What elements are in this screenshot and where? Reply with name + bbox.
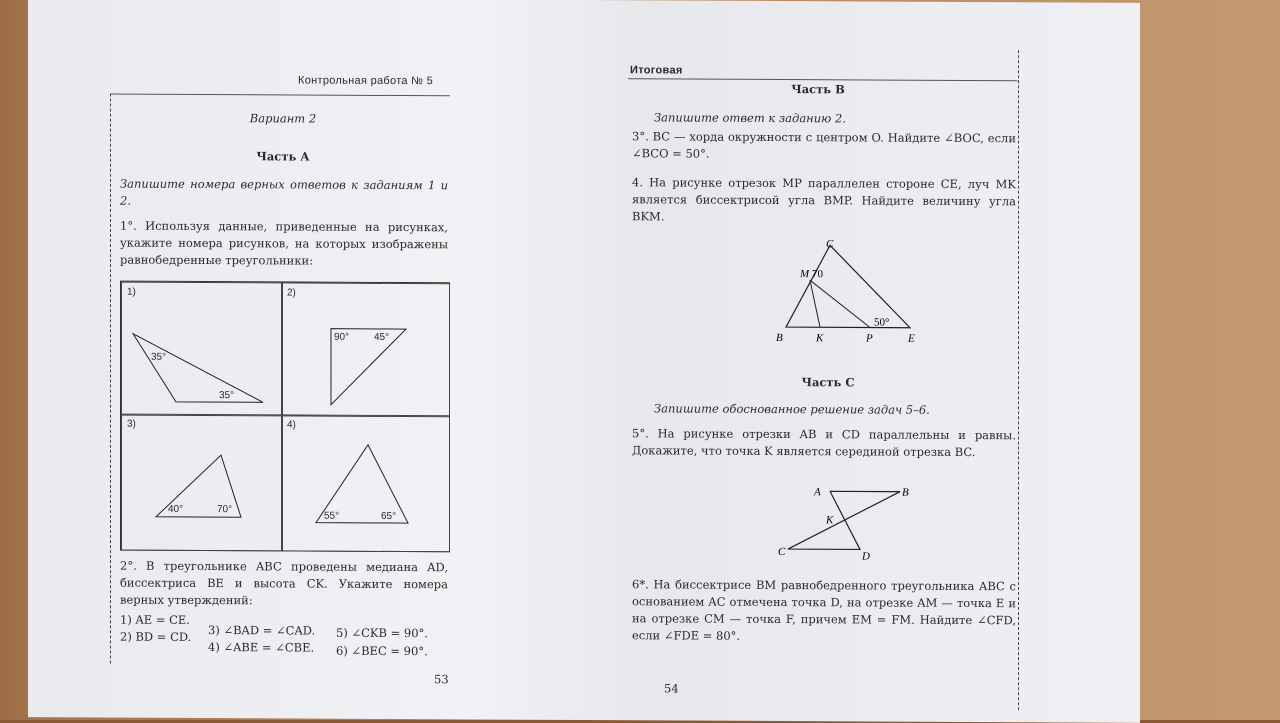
task-6-text: 6*. На биссектрисе BM равнобедренного треугольника ABC с основанием AC отмечена точка D, на отрезке AM — точка E и на отрезке CM — точка F, причем EM = FM. Найдите ∠CFD, если ∠FDE = 80°. <box>632 577 1016 643</box>
task-2-text: 2°. В треугольнике ABC проведены медиана AD, биссектриса BE и высота CK. Укажите номера верных утверждений: <box>120 558 448 608</box>
label-c: C <box>826 238 834 251</box>
right-header: Итоговая <box>630 64 683 77</box>
segments-ab-cd <box>788 491 900 550</box>
answer-3: 3) ∠BAD = ∠CAD. <box>208 623 316 638</box>
part-c-instructions: Запишите обоснованное решение задач 5–6. <box>654 401 930 417</box>
answer-1: 1) AE = CE. <box>120 612 190 627</box>
label-p: P <box>866 332 873 345</box>
figure-task-4 <box>768 233 968 354</box>
right-cut-line <box>1018 50 1019 710</box>
part-a-title: Часть А <box>256 149 310 164</box>
task-3-text: 3°. BC — хорда окружности с центром O. Найдите ∠BOC, если ∠BCO = 50°. <box>632 129 1016 161</box>
right-page-number: 54 <box>664 681 679 696</box>
label-d: D <box>862 550 870 563</box>
figures-grid <box>120 281 450 553</box>
left-header-rule <box>110 94 450 97</box>
label-e: E <box>908 332 915 345</box>
label-50: 50° <box>874 316 890 329</box>
fig3-angle-a: 40° <box>168 503 184 515</box>
left-cut-line <box>110 94 111 664</box>
figure-3-label: 3) <box>127 418 136 430</box>
label-70: 70 <box>812 268 823 281</box>
triangle-bce <box>786 245 910 328</box>
task-5-text: 5°. На рисунке отрезки AB и CD параллельны и равны. Докажите, что точка K является серединой отрезка BC. <box>632 426 1016 460</box>
answer-4: 4) ∠ABE = ∠CBE. <box>208 640 315 655</box>
open-book <box>28 0 1140 723</box>
left-page-number: 53 <box>434 672 449 687</box>
part-c-title: Часть С <box>801 375 855 390</box>
label-c2: C <box>778 546 786 559</box>
task-1-text: 1°. Используя данные, приведенные на рисунках, укажите номера рисунков, на которых изображены равнобедренные треугольники: <box>120 218 448 268</box>
fig1-angle-a: 35° <box>151 351 167 363</box>
left-header: Контрольная работа № 5 <box>298 74 434 88</box>
part-b-title: Часть В <box>791 82 845 97</box>
fig2-angle-a: 90° <box>334 331 350 343</box>
fig4-angle-b: 65° <box>381 510 397 523</box>
task-4-text: 4. На рисунке отрезок MP параллелен стороне CE, луч MK является биссектрисой угла BMP. Найдите величину угла BKM. <box>632 175 1016 224</box>
fig1-angle-b: 35° <box>219 390 235 402</box>
figure-task-5 <box>778 481 938 572</box>
label-m: M <box>800 268 810 281</box>
answer-2: 2) BD = CD. <box>120 629 192 644</box>
left-page <box>98 0 618 720</box>
fig2-angle-b: 45° <box>374 331 390 343</box>
label-b2: B <box>902 486 909 499</box>
figure-4-label: 4) <box>287 419 296 431</box>
triangle-1 <box>133 334 263 403</box>
figure-2-label: 2) <box>287 287 296 299</box>
variant-title: Вариант 2 <box>249 111 317 126</box>
fig4-angle-a: 55° <box>324 510 340 522</box>
figure-1-label: 1) <box>127 286 136 298</box>
part-a-instructions: Запишите номера верных ответов к заданиям 1 и 2. <box>120 176 448 208</box>
label-a: A <box>814 486 821 499</box>
part-b-instructions: Запишите ответ к заданию 2. <box>654 110 846 126</box>
label-b: B <box>776 332 783 345</box>
answer-6: 6) ∠BEC = 90°. <box>336 643 428 659</box>
label-k2: K <box>826 514 834 527</box>
fig3-angle-b: 70° <box>217 504 233 516</box>
label-k: K <box>816 332 824 345</box>
right-page <box>618 0 1058 722</box>
answer-5: 5) ∠CKB = 90°. <box>336 625 428 641</box>
